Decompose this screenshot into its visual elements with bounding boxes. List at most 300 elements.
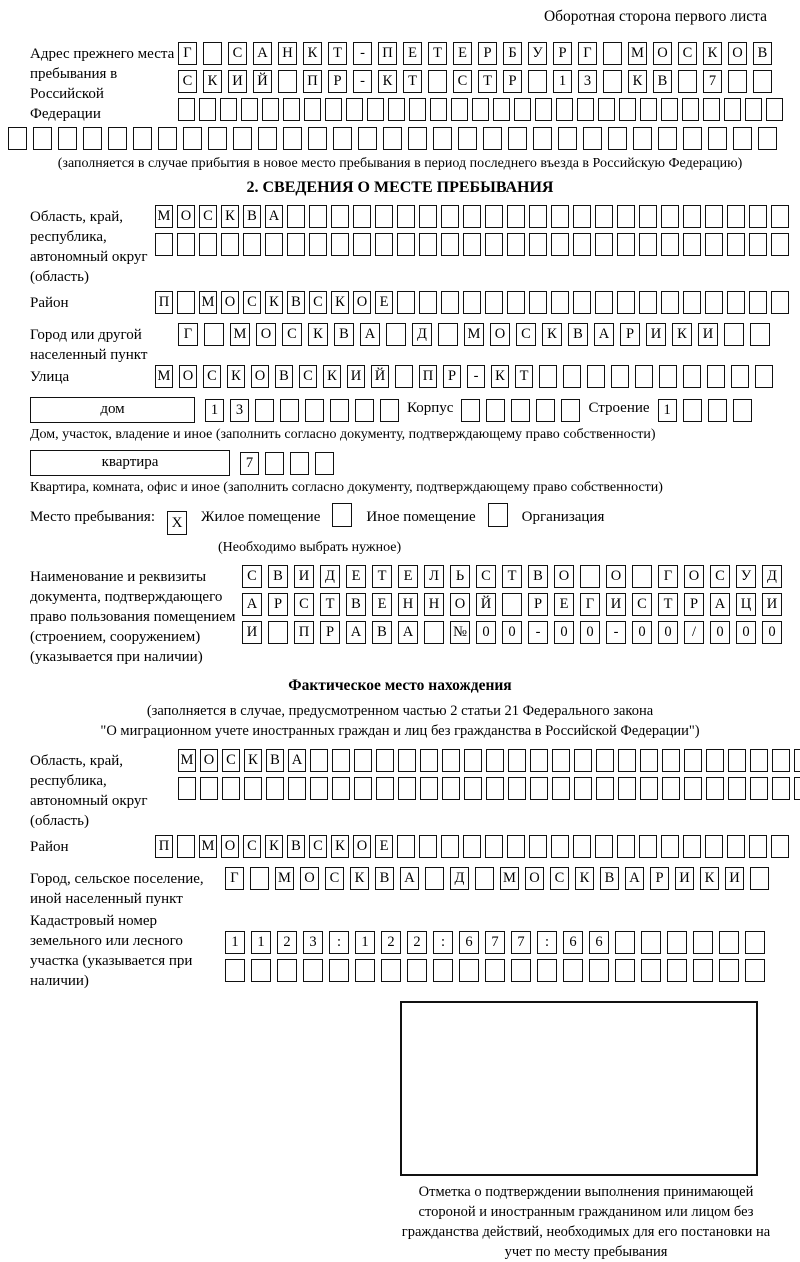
char-box[interactable] — [705, 233, 723, 256]
char-box[interactable] — [225, 959, 245, 982]
char-box[interactable] — [573, 291, 591, 314]
char-box[interactable] — [507, 233, 525, 256]
char-box[interactable]: В — [372, 621, 392, 644]
char-box[interactable] — [794, 749, 800, 772]
char-box[interactable]: И — [698, 323, 718, 346]
char-box[interactable] — [530, 749, 548, 772]
char-box[interactable] — [507, 835, 525, 858]
char-box[interactable] — [728, 70, 747, 93]
char-box[interactable] — [464, 777, 482, 800]
char-box[interactable]: У — [736, 565, 756, 588]
char-box[interactable] — [563, 365, 581, 388]
char-box[interactable] — [331, 233, 349, 256]
char-box[interactable]: Г — [225, 867, 244, 890]
char-box[interactable]: К — [703, 42, 722, 65]
char-box[interactable] — [772, 749, 790, 772]
char-box[interactable] — [750, 777, 768, 800]
char-box[interactable] — [641, 931, 661, 954]
char-box[interactable] — [331, 205, 349, 228]
char-box[interactable]: М — [178, 749, 196, 772]
char-box[interactable] — [483, 127, 502, 150]
char-box[interactable]: А — [265, 205, 283, 228]
char-box[interactable] — [475, 867, 494, 890]
char-box[interactable] — [551, 233, 569, 256]
char-box[interactable]: Т — [428, 42, 447, 65]
char-box[interactable]: К — [700, 867, 719, 890]
char-box[interactable] — [635, 365, 653, 388]
char-box[interactable]: 3 — [303, 931, 323, 954]
char-box[interactable] — [528, 70, 547, 93]
char-box[interactable] — [358, 127, 377, 150]
char-box[interactable]: М — [199, 835, 217, 858]
char-box[interactable] — [419, 205, 437, 228]
char-box[interactable]: Й — [371, 365, 389, 388]
char-box[interactable]: В — [275, 365, 293, 388]
char-box[interactable] — [556, 98, 573, 121]
char-box[interactable]: К — [331, 835, 349, 858]
char-box[interactable] — [419, 835, 437, 858]
char-box[interactable] — [733, 399, 752, 422]
checkbox-organization[interactable] — [488, 503, 508, 527]
char-box[interactable]: С — [516, 323, 536, 346]
char-box[interactable]: Р — [478, 42, 497, 65]
char-box[interactable] — [233, 127, 252, 150]
char-box[interactable] — [596, 777, 614, 800]
char-box[interactable] — [485, 233, 503, 256]
char-box[interactable]: М — [155, 365, 173, 388]
char-box[interactable] — [425, 867, 444, 890]
char-box[interactable] — [507, 205, 525, 228]
char-box[interactable]: 6 — [563, 931, 583, 954]
char-box[interactable] — [288, 777, 306, 800]
char-box[interactable] — [640, 98, 657, 121]
char-box[interactable]: Е — [375, 835, 393, 858]
char-box[interactable]: К — [575, 867, 594, 890]
char-box[interactable] — [441, 835, 459, 858]
char-box[interactable]: Н — [278, 42, 297, 65]
char-box[interactable] — [438, 323, 458, 346]
char-box[interactable]: О — [653, 42, 672, 65]
char-box[interactable]: Т — [658, 593, 678, 616]
char-box[interactable] — [705, 205, 723, 228]
char-box[interactable]: К — [227, 365, 245, 388]
char-box[interactable] — [178, 777, 196, 800]
char-box[interactable] — [183, 127, 202, 150]
char-box[interactable] — [551, 835, 569, 858]
char-box[interactable]: - — [467, 365, 485, 388]
char-box[interactable] — [727, 291, 745, 314]
char-box[interactable] — [332, 749, 350, 772]
char-box[interactable]: С — [678, 42, 697, 65]
char-box[interactable] — [493, 98, 510, 121]
char-box[interactable]: С — [476, 565, 496, 588]
char-box[interactable] — [325, 98, 342, 121]
char-box[interactable] — [733, 127, 752, 150]
char-box[interactable] — [771, 233, 789, 256]
char-box[interactable] — [441, 291, 459, 314]
char-box[interactable]: В — [375, 867, 394, 890]
char-box[interactable] — [398, 777, 416, 800]
char-box[interactable]: Д — [412, 323, 432, 346]
char-box[interactable]: В — [243, 205, 261, 228]
char-box[interactable] — [641, 959, 661, 982]
char-box[interactable] — [353, 233, 371, 256]
char-box[interactable]: С — [294, 593, 314, 616]
char-box[interactable]: № — [450, 621, 470, 644]
char-box[interactable] — [639, 835, 657, 858]
char-box[interactable]: К — [491, 365, 509, 388]
char-box[interactable] — [304, 98, 321, 121]
char-box[interactable] — [463, 205, 481, 228]
char-box[interactable] — [463, 291, 481, 314]
char-box[interactable] — [683, 205, 701, 228]
char-box[interactable]: 0 — [580, 621, 600, 644]
char-box[interactable] — [603, 70, 622, 93]
char-box[interactable]: 1 — [251, 931, 271, 954]
char-box[interactable]: С — [243, 291, 261, 314]
char-box[interactable] — [420, 749, 438, 772]
char-box[interactable] — [728, 777, 746, 800]
char-box[interactable]: Р — [268, 593, 288, 616]
char-box[interactable]: 7 — [511, 931, 531, 954]
char-box[interactable]: 1 — [205, 399, 224, 422]
char-box[interactable]: О — [353, 291, 371, 314]
char-box[interactable]: С — [203, 365, 221, 388]
char-box[interactable]: В — [600, 867, 619, 890]
char-box[interactable] — [463, 835, 481, 858]
char-box[interactable] — [395, 365, 413, 388]
char-box[interactable] — [459, 959, 479, 982]
char-box[interactable] — [386, 323, 406, 346]
char-box[interactable] — [397, 205, 415, 228]
char-box[interactable] — [615, 931, 635, 954]
char-box[interactable] — [397, 233, 415, 256]
char-box[interactable]: О — [177, 205, 195, 228]
char-box[interactable] — [639, 291, 657, 314]
char-box[interactable] — [376, 749, 394, 772]
char-box[interactable] — [199, 233, 217, 256]
char-box[interactable]: / — [684, 621, 704, 644]
char-box[interactable] — [155, 233, 173, 256]
char-box[interactable] — [633, 127, 652, 150]
char-box[interactable]: А — [360, 323, 380, 346]
char-box[interactable] — [682, 98, 699, 121]
char-box[interactable] — [530, 777, 548, 800]
char-box[interactable]: О — [728, 42, 747, 65]
char-box[interactable] — [315, 452, 334, 475]
char-box[interactable] — [354, 777, 372, 800]
char-box[interactable] — [177, 291, 195, 314]
char-box[interactable]: А — [710, 593, 730, 616]
char-box[interactable]: 0 — [476, 621, 496, 644]
char-box[interactable] — [693, 931, 713, 954]
char-box[interactable] — [551, 291, 569, 314]
char-box[interactable]: - — [528, 621, 548, 644]
char-box[interactable]: К — [221, 205, 239, 228]
char-box[interactable] — [330, 399, 349, 422]
char-box[interactable] — [749, 233, 767, 256]
char-box[interactable] — [221, 233, 239, 256]
char-box[interactable]: Р — [320, 621, 340, 644]
char-box[interactable] — [683, 835, 701, 858]
char-box[interactable] — [595, 205, 613, 228]
char-box[interactable] — [749, 291, 767, 314]
char-box[interactable]: Т — [320, 593, 340, 616]
char-box[interactable]: А — [400, 867, 419, 890]
char-box[interactable] — [262, 98, 279, 121]
char-box[interactable] — [617, 233, 635, 256]
char-box[interactable]: П — [303, 70, 322, 93]
char-box[interactable] — [244, 777, 262, 800]
char-box[interactable]: Й — [253, 70, 272, 93]
char-box[interactable]: - — [606, 621, 626, 644]
char-box[interactable]: Т — [403, 70, 422, 93]
char-box[interactable] — [461, 399, 480, 422]
char-box[interactable] — [381, 959, 401, 982]
char-box[interactable] — [667, 931, 687, 954]
char-box[interactable]: 1 — [225, 931, 245, 954]
char-box[interactable]: Г — [580, 593, 600, 616]
char-box[interactable]: К — [203, 70, 222, 93]
char-box[interactable] — [420, 777, 438, 800]
char-box[interactable] — [618, 749, 636, 772]
char-box[interactable] — [485, 291, 503, 314]
char-box[interactable] — [83, 127, 102, 150]
char-box[interactable]: К — [350, 867, 369, 890]
char-box[interactable]: О — [525, 867, 544, 890]
char-box[interactable] — [640, 749, 658, 772]
char-box[interactable] — [794, 777, 800, 800]
char-box[interactable]: О — [221, 835, 239, 858]
char-box[interactable] — [772, 777, 790, 800]
char-box[interactable] — [598, 98, 615, 121]
char-box[interactable] — [632, 565, 652, 588]
char-box[interactable] — [408, 127, 427, 150]
char-box[interactable]: Е — [372, 593, 392, 616]
char-box[interactable]: 0 — [502, 621, 522, 644]
char-box[interactable] — [724, 98, 741, 121]
char-box[interactable] — [771, 835, 789, 858]
char-box[interactable]: В — [268, 565, 288, 588]
char-box[interactable] — [451, 98, 468, 121]
char-box[interactable]: О — [353, 835, 371, 858]
char-box[interactable]: Г — [178, 42, 197, 65]
char-box[interactable]: Д — [320, 565, 340, 588]
char-box[interactable] — [133, 127, 152, 150]
char-box[interactable] — [332, 777, 350, 800]
char-box[interactable] — [706, 777, 724, 800]
char-box[interactable] — [639, 205, 657, 228]
char-box[interactable]: - — [353, 70, 372, 93]
char-box[interactable]: В — [266, 749, 284, 772]
char-box[interactable]: С — [632, 593, 652, 616]
char-box[interactable] — [397, 835, 415, 858]
char-box[interactable]: Е — [375, 291, 393, 314]
char-box[interactable] — [485, 835, 503, 858]
char-box[interactable] — [58, 127, 77, 150]
char-box[interactable] — [603, 42, 622, 65]
char-box[interactable] — [750, 867, 769, 890]
char-box[interactable] — [574, 777, 592, 800]
char-box[interactable]: А — [242, 593, 262, 616]
char-box[interactable] — [587, 365, 605, 388]
char-box[interactable]: 1 — [355, 931, 375, 954]
char-box[interactable] — [383, 127, 402, 150]
char-box[interactable]: М — [464, 323, 484, 346]
char-box[interactable]: Ц — [736, 593, 756, 616]
char-box[interactable]: М — [155, 205, 173, 228]
char-box[interactable]: 0 — [658, 621, 678, 644]
char-box[interactable]: С — [242, 565, 262, 588]
char-box[interactable] — [561, 399, 580, 422]
char-box[interactable] — [749, 835, 767, 858]
char-box[interactable]: Р — [620, 323, 640, 346]
char-box[interactable] — [727, 835, 745, 858]
char-box[interactable]: О — [300, 867, 319, 890]
char-box[interactable] — [280, 399, 299, 422]
char-box[interactable] — [589, 959, 609, 982]
char-box[interactable] — [661, 205, 679, 228]
char-box[interactable] — [8, 127, 27, 150]
char-box[interactable] — [250, 867, 269, 890]
char-box[interactable]: Р — [650, 867, 669, 890]
char-box[interactable] — [617, 291, 635, 314]
char-box[interactable] — [684, 777, 702, 800]
char-box[interactable] — [745, 98, 762, 121]
char-box[interactable] — [661, 291, 679, 314]
char-box[interactable] — [407, 959, 427, 982]
char-box[interactable] — [640, 777, 658, 800]
char-box[interactable]: 1 — [553, 70, 572, 93]
char-box[interactable] — [433, 959, 453, 982]
char-box[interactable]: Т — [328, 42, 347, 65]
char-box[interactable]: 7 — [485, 931, 505, 954]
char-box[interactable] — [745, 959, 765, 982]
char-box[interactable]: К — [672, 323, 692, 346]
char-box[interactable]: С — [282, 323, 302, 346]
char-box[interactable] — [727, 205, 745, 228]
char-box[interactable]: В — [287, 291, 305, 314]
char-box[interactable]: О — [490, 323, 510, 346]
char-box[interactable] — [265, 233, 283, 256]
char-box[interactable] — [375, 205, 393, 228]
char-box[interactable] — [255, 399, 274, 422]
char-box[interactable] — [563, 959, 583, 982]
char-box[interactable] — [719, 959, 739, 982]
char-box[interactable]: О — [200, 749, 218, 772]
char-box[interactable] — [485, 959, 505, 982]
char-box[interactable]: Д — [450, 867, 469, 890]
char-box[interactable] — [333, 127, 352, 150]
char-box[interactable] — [355, 959, 375, 982]
char-box[interactable]: О — [606, 565, 626, 588]
char-box[interactable]: О — [684, 565, 704, 588]
char-box[interactable] — [303, 959, 323, 982]
char-box[interactable] — [329, 959, 349, 982]
char-box[interactable]: Р — [503, 70, 522, 93]
char-box[interactable] — [353, 205, 371, 228]
char-box[interactable] — [771, 205, 789, 228]
char-box[interactable] — [750, 749, 768, 772]
char-box[interactable]: О — [256, 323, 276, 346]
char-box[interactable] — [749, 205, 767, 228]
char-box[interactable]: П — [155, 835, 173, 858]
char-box[interactable] — [529, 291, 547, 314]
char-box[interactable]: А — [288, 749, 306, 772]
char-box[interactable] — [507, 291, 525, 314]
checkbox-other-premises[interactable] — [332, 503, 352, 527]
char-box[interactable]: К — [308, 323, 328, 346]
char-box[interactable]: Т — [515, 365, 533, 388]
char-box[interactable]: 2 — [381, 931, 401, 954]
char-box[interactable]: П — [419, 365, 437, 388]
char-box[interactable] — [442, 749, 460, 772]
char-box[interactable] — [750, 323, 770, 346]
char-box[interactable]: Н — [424, 593, 444, 616]
char-box[interactable]: 2 — [277, 931, 297, 954]
char-box[interactable]: И — [762, 593, 782, 616]
char-box[interactable]: О — [554, 565, 574, 588]
char-box[interactable] — [683, 365, 701, 388]
char-box[interactable]: К — [265, 291, 283, 314]
char-box[interactable] — [108, 127, 127, 150]
char-box[interactable] — [683, 233, 701, 256]
char-box[interactable] — [552, 749, 570, 772]
char-box[interactable]: Г — [658, 565, 678, 588]
char-box[interactable]: Л — [424, 565, 444, 588]
char-box[interactable]: В — [287, 835, 305, 858]
char-box[interactable] — [551, 205, 569, 228]
char-box[interactable] — [535, 98, 552, 121]
char-box[interactable] — [398, 749, 416, 772]
char-box[interactable] — [199, 98, 216, 121]
char-box[interactable]: С — [309, 835, 327, 858]
char-box[interactable] — [615, 959, 635, 982]
char-box[interactable] — [529, 233, 547, 256]
char-box[interactable] — [287, 233, 305, 256]
char-box[interactable]: О — [221, 291, 239, 314]
char-box[interactable] — [661, 233, 679, 256]
char-box[interactable]: И — [675, 867, 694, 890]
char-box[interactable] — [667, 959, 687, 982]
char-box[interactable] — [419, 233, 437, 256]
char-box[interactable]: Р — [684, 593, 704, 616]
char-box[interactable] — [683, 127, 702, 150]
char-box[interactable] — [222, 777, 240, 800]
char-box[interactable] — [424, 621, 444, 644]
char-box[interactable]: О — [450, 593, 470, 616]
char-box[interactable] — [463, 233, 481, 256]
char-box[interactable]: С — [325, 867, 344, 890]
char-box[interactable] — [693, 959, 713, 982]
char-box[interactable]: - — [353, 42, 372, 65]
char-box[interactable]: О — [179, 365, 197, 388]
char-box[interactable] — [268, 621, 288, 644]
char-box[interactable] — [573, 233, 591, 256]
char-box[interactable]: М — [199, 291, 217, 314]
char-box[interactable] — [158, 127, 177, 150]
char-box[interactable] — [659, 365, 677, 388]
char-box[interactable] — [287, 205, 305, 228]
char-box[interactable] — [277, 959, 297, 982]
char-box[interactable] — [355, 399, 374, 422]
char-box[interactable]: Т — [372, 565, 392, 588]
char-box[interactable] — [719, 931, 739, 954]
char-box[interactable] — [662, 749, 680, 772]
char-box[interactable] — [380, 399, 399, 422]
char-box[interactable]: 6 — [589, 931, 609, 954]
char-box[interactable]: 3 — [230, 399, 249, 422]
